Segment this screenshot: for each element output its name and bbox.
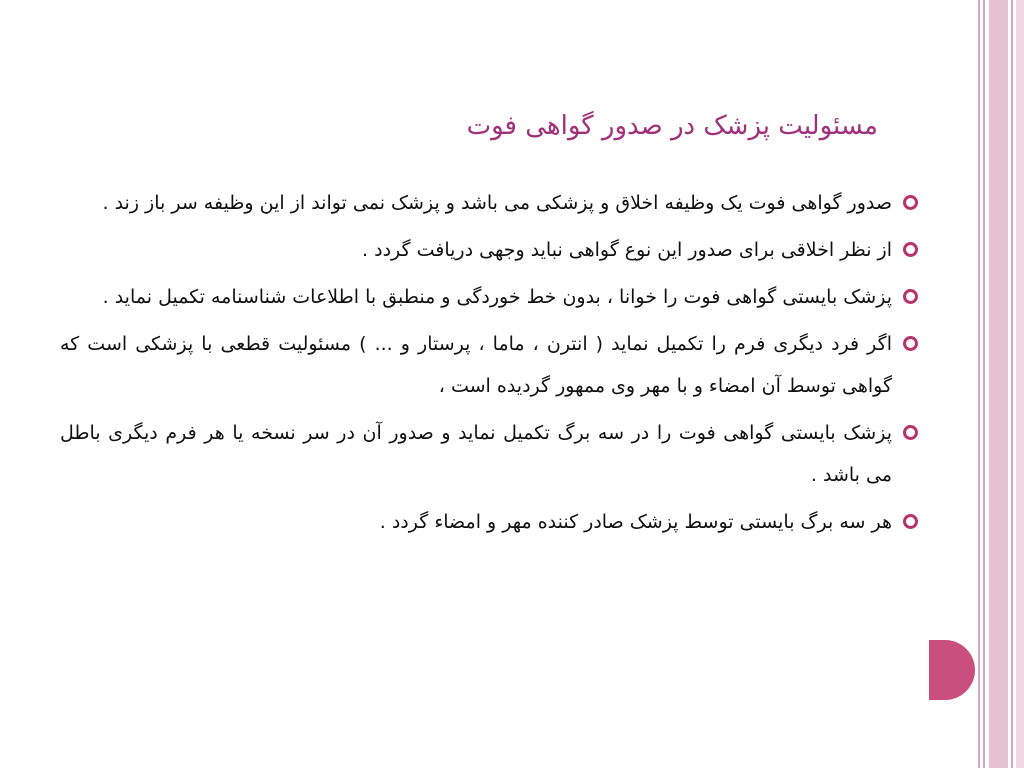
bullet-circle-icon (903, 195, 918, 210)
bullet-item (60, 501, 920, 543)
border-stripe (1016, 0, 1024, 768)
bullet-circle-icon (903, 425, 918, 440)
border-stripe (1011, 0, 1013, 768)
bullet-text: پزشک بایستی گواهی فوت را در سه برگ تکمیل نماید و صدور آن در سر نسخه یا هر فرم دیگری باطل می باشد . (60, 422, 892, 486)
bullet-text: اگر فرد دیگری فرم را تکمیل نماید ( انترن ، ماما ، پرستار و ... ) مسئولیت قطعی با پزشکی است که گواهی توسط آن امضاء و با مهر وی ممهور گردیده است ، (60, 333, 892, 397)
bullet-item (60, 229, 920, 271)
bullet-circle-icon (903, 242, 918, 257)
border-stripe (978, 0, 980, 768)
bullet-circle-icon (903, 336, 918, 351)
border-stripe (989, 0, 1008, 768)
bullet-item (60, 323, 920, 407)
bullet-item (60, 276, 920, 318)
bullet-text: هر سه برگ بایستی توسط پزشک صادر کننده مهر و امضاء گردد . (379, 511, 892, 533)
bullet-text: صدور گواهی فوت یک وظیفه اخلاق و پزشکی می باشد و پزشک نمی تواند از این وظیفه سر باز زند . (102, 192, 892, 214)
decorative-half-circle (929, 640, 975, 700)
slide-title: مسئولیت پزشک در صدور گواهی فوت (466, 111, 878, 141)
bullet-circle-icon (903, 289, 918, 304)
border-stripe (983, 0, 985, 768)
bullet-item (60, 412, 920, 496)
bullet-text: پزشک بایستی گواهی فوت را خوانا ، بدون خط خوردگی و منطبق با اطلاعات شناسنامه تکمیل نماید . (102, 286, 892, 308)
bullet-circle-icon (903, 514, 918, 529)
bullet-list (60, 182, 920, 548)
bullet-item (60, 182, 920, 224)
bullet-text: از نظر اخلاقی برای صدور این نوع گواهی نباید وجهی دریافت گردد . (362, 239, 892, 261)
